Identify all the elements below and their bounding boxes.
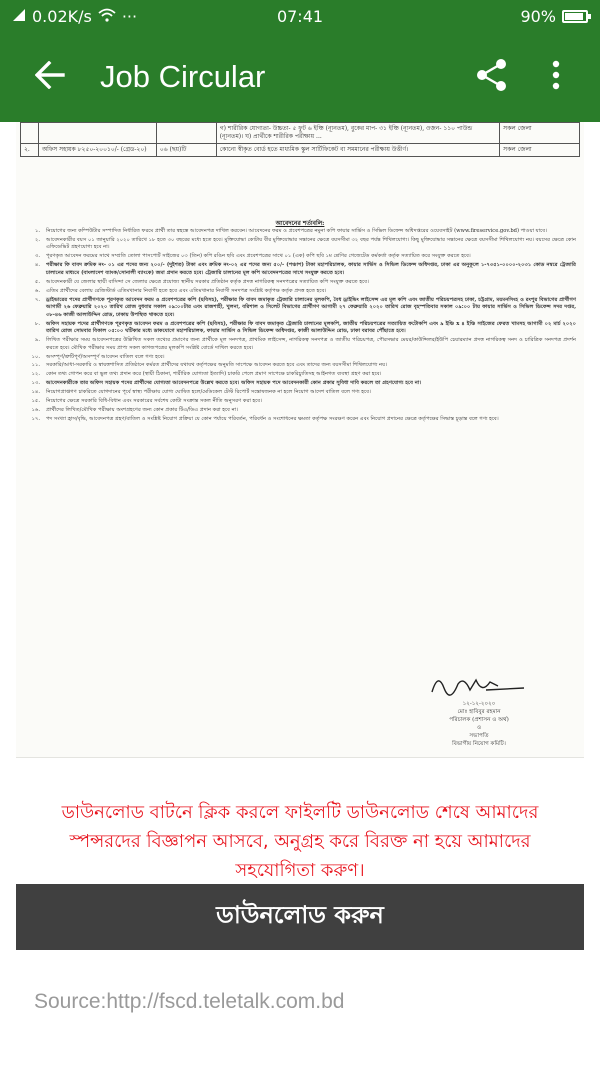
condition-item [26, 398, 576, 406]
condition-text: নিয়োগপ্রাপ্তগণ চাকরিতে যোগদানের পূর্বে স্বাস্থ্য পরীক্ষায় যোগ্য ঘোষিত হলে/মেডিকেল টেস্ট রিপোর্ট সন্তোষজনক না হলে নিয়োগ আদেশ বাতিল বলে গণ্য হবে। [46, 389, 371, 396]
condition-number: ৮. [34, 320, 40, 327]
battery-icon [562, 10, 588, 23]
condition-text: অসম্পূর্ণ/ত্রুটিপূর্ণ/অসম্পূর্ণ আবেদন বাতিল বলে গণ্য হবে। [46, 353, 165, 360]
overflow-menu-button[interactable] [532, 53, 580, 101]
condition-number: ১৪. [31, 389, 40, 396]
table-cell-area: সকল জেলা [500, 123, 580, 144]
table-cell-post [38, 123, 156, 144]
condition-item [26, 416, 576, 424]
more-vert-icon [552, 60, 560, 94]
wifi-icon [98, 7, 116, 26]
condition-text: অফিস সহায়ক পদের প্রার্থীগণকে পূরণকৃত আবেদন ফরম ও প্রবেশপত্রের কপি (ছবিসহ), পরীক্ষার ফি বাবদ জমাকৃত ট্রেজারি চালানের মূলকপি, জাতীয় পরিচয়পত্রের সত্যায়িত ফটোকপি এবং ৯ ইঞ্চি x ৪ ইঞ্চি সাইজের ফেরত খামসহ আগামী ০২ মার্চ ২০২০ তারিখ রোজ সোমবার বিকাল ০৫:০০ ঘটিকার মধ্যে ডাকযোগে মহাপরিচালক, ফায়ার সার্ভিস ও সিভিল ডিফেন্স অধিদপ্তর, কাজী আলাউদ্দিন রোড, ঢাকা বরাবর পৌঁছাতে হবে। [46, 320, 576, 335]
condition-item [26, 407, 576, 415]
condition-item [26, 380, 576, 388]
status-right [520, 7, 588, 26]
condition-item [26, 237, 576, 252]
condition-number: ১২. [31, 371, 40, 378]
condition-item [26, 297, 576, 320]
condition-item [26, 253, 576, 261]
condition-number: ২. [34, 236, 40, 243]
network-speed: 0.02K/s [32, 6, 92, 26]
app-title: Job Circular [100, 59, 266, 94]
condition-number: ৭. [34, 296, 40, 303]
condition-number: ১. [34, 228, 40, 234]
table-cell-area: সকল জেলা [500, 144, 580, 157]
condition-text: এতিম প্রার্থীদের বেলায় রেজিস্টার্ড এতিমখানার নিবাসী হতে হবে এবং এতিমখানার নিবাসী সনদপত্র সংশ্লিষ্ট কর্তৃপক্ষ কর্তৃক প্রদত্ত হতে হবে। [46, 287, 327, 294]
signal-icon [12, 7, 26, 26]
source-link: Source:http://fscd.teletalk.com.bd [34, 990, 345, 1013]
share-button[interactable] [468, 53, 516, 101]
condition-text: নিয়োগের ক্ষেত্রে সরকারি বিধি-বিধান এবং সরকারের সর্বশেষ কোটা সংক্রান্ত সকল নীতি অনুসরণ করা হবে। [46, 398, 263, 405]
app-actions [468, 53, 600, 101]
condition-item [26, 362, 576, 370]
conditions-list [26, 228, 576, 425]
condition-item [26, 288, 576, 296]
app-bar [0, 32, 600, 122]
condition-text: লিখিত পরীক্ষার সময় আবেদনপত্রের উল্লিখিত সকল তথ্যের প্রমাণের জন্য প্রার্থীকে মূল সনদপত্র, প্রাথমিক লাইসেন্স, নাগরিকত্ব সনদপত্র ও জাতীয় পরিচয়পত্র, পৌরসভার মেয়র/কাউন্সিলর/ইউপি চেয়ারম্যান প্রদত্ত নাগরিকত্ব সনদ ও চারিত্রিক সনদপত্র প্রদর্শন করতে হবে। মৌখিক পরীক্ষার সময় প্রাপ্য সকল কাগজপত্রের মূলকপি সংশ্লিষ্ট বোর্ডে দাখিল করতে হবে। [46, 337, 576, 351]
condition-text: আবেদনকারী যে জেলার স্থায়ী বাসিন্দা সে জেলার ক্ষেত্রে প্রযোজ্য স্থানীয় সরকার প্রতিষ্ঠান কর্তৃক প্রদত্ত নাগরিকত্ব সনদপত্রের সত্যায়িত কপি সংযুক্ত করতে হবে। [46, 278, 369, 285]
signatory-and: ও [476, 725, 482, 731]
table-cell-num [21, 123, 39, 144]
condition-text: আবেদনকারীকে তার অফিস সহায়ক পদের প্রার্থীদের যোগ্যতা আবেদনপত্রে উল্লেখ করতে হবে। অফিস সহায়ক পদে আবেদনকারী কোন প্রকার সুবিধা দাবি করলে তা গ্রহণযোগ্য হবে না। [46, 380, 422, 387]
condition-text: পদ সংখ্যা হ্রাস/বৃদ্ধি, আবেদনপত্র গ্রহণ/বাতিল ও সংশ্লিষ্ট নিয়োগ প্রক্রিয়া যে কোন পর্যায়ে পরিবর্তন, পরিবর্ধন ও সংশোধনের ক্ষমতা কর্তৃপক্ষ সংরক্ষণ করেন এবং নিয়োগ প্রদানের ক্ষেত্রে কর্তৃপক্ষের সিদ্ধান্ত চূড়ান্ত বলে গণ্য হবে। [46, 415, 499, 422]
condition-text: নিয়োগের জন্য কম্পিউটার সম্পাদিত নির্ধারিত ফরমে প্রার্থী তার স্বহস্তে আবেদনপত্র দাখিল করবেন। আবেদনের ফরম ও প্রবেশপত্রের নমুনা কপি ফায়ার সার্ভিস ও সিভিল ডিফেন্স অধিদপ্তরের ওয়েবসাইট (www.fireservice.gov.bd) পাওয়া যাবে। [46, 228, 548, 234]
condition-text: আবেদনকারীর বয়স ০১ জানুয়ারি ২০২০ তারিখে ১৮ হতে ৩০ বছরের মধ্যে হতে হবে। মুক্তিযোদ্ধা কোটায় বীর মুক্তিযোদ্ধার সন্তানের ক্ষেত্রে বয়সসীমা ৩২ বছর পর্যন্ত শিথিলযোগ্য। কিছু মুক্তিযোদ্ধার সন্তানের ক্ষেত্রে বয়সসীমা শিথিলযোগ্য নয়। বয়সের ক্ষেত্রে কোন এফিডেভিট গ্রহণযোগ্য হবে না। [46, 236, 576, 251]
condition-number: ১১. [31, 362, 40, 369]
condition-text: পূরণকৃত আবেদন ফরমের সাথে সম্প্রতি তোলা পাসপোর্ট সাইজের ০৩ (তিন) কপি রঙিন ছবি এবং প্রবেশপত্রের সাথে ০১ (এক) কপি ছবি ১ম শ্রেণির গেজেটেড কর্মকর্তা কর্তৃক সত্যায়িত করে সংযুক্ত করতে হবে। [46, 253, 471, 260]
condition-number: ৯. [34, 337, 40, 344]
more-dots-icon: ··· [121, 6, 138, 26]
condition-item [26, 337, 576, 352]
table-cell-num: ২. [21, 144, 39, 157]
conditions-heading: আবেদনের শর্তাবলি: [275, 220, 325, 227]
condition-number: ১০. [31, 353, 40, 360]
status-left [12, 7, 137, 26]
condition-item [26, 321, 576, 336]
back-button[interactable] [0, 32, 100, 122]
requirements-table [20, 122, 580, 157]
arrow-back-icon [35, 61, 65, 93]
condition-number: ৪. [34, 262, 40, 269]
document-image [16, 122, 584, 758]
condition-number: ১৫. [31, 398, 40, 405]
condition-number: ১৩. [31, 380, 40, 387]
signatory-name: মোঃ হাবিবুর রহমান [457, 709, 501, 715]
share-icon [476, 58, 508, 96]
signatory-role: পরিচালক (প্রশাসন ও অর্থ) [449, 717, 509, 723]
download-button[interactable]: ডাউনলোড করুন [16, 884, 584, 950]
signature-date: ১২-১২-২০২০ [462, 701, 496, 707]
signature-block [414, 670, 544, 748]
table-cell-qty: ০৬ (ছয়)টি [156, 144, 216, 157]
condition-item [26, 371, 576, 379]
condition-number: ১৬. [31, 406, 40, 413]
condition-text: কোন তথ্য গোপন করে বা ভুল তথ্য প্রদান করে (স্থায়ী ঠিকানা, শারীরিক যোগ্যতা ইত্যাদি) চাকরি পেলে প্রমাণ সাপেক্ষে চাকরিচ্যুতিসহ আইনগত ব্যবস্থা গ্রহণ করা হবে। [46, 371, 382, 378]
condition-text: ড্রাইভারের পদের প্রার্থীগণকে পূরণকৃত আবেদন ফরম ও প্রবেশপত্রের কপি (ছবিসহ), পরীক্ষার ফি বাবদ জমাকৃত ট্রেজারি চালানের মূলকপি, বৈধ ড্রাইভিং লাইসেন্স এর মূল কপি এবং জাতীয় পরিচয়পত্রসহ ঢাকা, চট্টগ্রাম, ময়মনসিংহ ও রংপুর বিভাগের প্রার্থীগণ আগামী ২৬ ফেব্রুয়ারি ২০২০ তারিখ রোজ বুধবার সকাল ০৯:০০টার এবং রাজশাহী, খুলনা, বরিশাল ও সিলেট বিভাগের প্রার্থীগণ আগামী ২৭ ফেব্রুয়ারি ২০২০ তারিখ রোজ বৃহস্পতিবার সকাল ০৯:০০ টায় ফায়ার সার্ভিস ও সিভিল ডিফেন্স সদর দপ্তর, ৩৮-৪৬ কাজী আলাউদ্দিন রোড, ঢাকায় উপস্থিত থাকতে হবে। [46, 296, 576, 318]
condition-text: পরীক্ষার ফি বাবদ ক্রমিক নং- ০১ এর পদের জন্য ২০০/- (দুইশত) টাকা এবং ক্রমিক নং-০২ এর পদের জন্য ৫০/- (পঞ্চাশ) টাকা মহাপরিচালক, ফায়ার সার্ভিস ও সিভিল ডিফেন্স অধিদপ্তর, ঢাকা এর অনুকূলে ১-৭৩৫১-০০০০-২০৩১ কোড নম্বরে ট্রেজারি চালানের মাধ্যমে (বাংলাদেশ ব্যাংক/সোনালী ব্যাংকে) জমা প্রদান করতে হবে। ট্রেজারি চালানের মূল কপি আবেদনপত্রের সাথে সংযুক্ত করতে হবে। [46, 262, 576, 276]
committee-name: বিভাগীয় নিয়োগ কমিটি। [452, 741, 506, 747]
condition-item [26, 228, 576, 236]
condition-text: প্রার্থীদের লিখিত/মৌখিক পরীক্ষায় অংশগ্রহণের জন্য কোন প্রকার টিএ/ডিএ প্রদান করা হবে না। [46, 406, 239, 413]
signature-scribble [414, 670, 544, 700]
committee-role: সভাপতি [469, 733, 489, 739]
condition-text: সরকারি/আধা-সরকারি ও স্বায়ত্তশাসিত প্রতিষ্ঠানে কর্মরত প্রার্থীদের যথাযথ কর্তৃপক্ষের অনুমতি সাপেক্ষে আবেদন করতে হবে এবং তাদের জন্য বয়সসীমা শিথিলযোগ্য নয়। [46, 362, 388, 369]
table-cell-qty [156, 123, 216, 144]
ad-notice: ডাউনলোড বাটনে ক্লিক করলে ফাইলটি ডাউনলোড শেষে আমাদের স্পন্সরদের বিজ্ঞাপন আসবে, অনুগ্রহ করে বিরক্ত না হয়ে আমাদের সহযোগিতা করুণ। [61, 802, 539, 881]
condition-item [26, 354, 576, 362]
table-row [21, 123, 580, 144]
table-row [21, 144, 580, 157]
condition-item [26, 262, 576, 277]
table-cell-req: কোনো স্বীকৃত বোর্ড হতে মাধ্যমিক স্কুল সার্টিফিকেট বা সমমানের পরীক্ষায় উত্তীর্ণ। [216, 144, 499, 157]
condition-number: ৩. [34, 253, 40, 260]
table-cell-post: অফিস সহায়ক ৮২৫০-২০০১০/- (গ্রেড-২০) [38, 144, 156, 157]
condition-number: ৫. [34, 278, 40, 285]
status-time: 07:41 [276, 6, 324, 26]
condition-number: ১৭. [31, 415, 40, 422]
condition-number: ৬. [34, 287, 40, 294]
condition-item [26, 279, 576, 287]
battery-percent: 90% [520, 6, 556, 26]
condition-item [26, 389, 576, 397]
status-bar [0, 0, 600, 32]
table-cell-req: গ) শারীরিক যোগ্যতা- উচ্চতা- ৫ ফুট ৬ ইঞ্চি (ন্যূনতম), বুকের মাপ- ৩১ ইঞ্চি (ন্যূনতম), ওজন- ১১০ পাউন্ড (ন্যূনতম)। ঘ) প্রার্থীকে শারীরিক পরীক্ষায় ... [216, 123, 499, 144]
